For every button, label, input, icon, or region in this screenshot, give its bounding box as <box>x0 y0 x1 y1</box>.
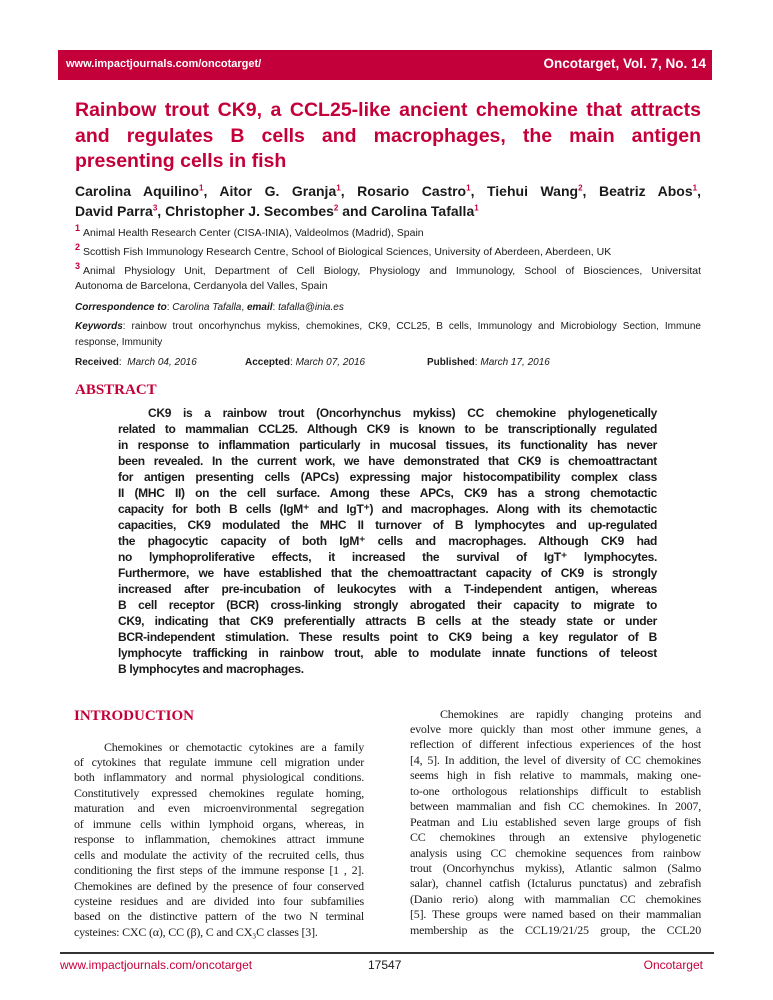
abstract-body <box>118 405 657 677</box>
paragraph-line: conditioning the first steps of the immune response [1 , 2]. <box>74 863 364 878</box>
page-footer <box>60 952 714 976</box>
paragraph-line: (Danio rerio) along with mammalian CC chemokines <box>410 891 701 906</box>
author-affiliation-number: 1 <box>474 203 479 213</box>
abstract-line: increased after pre-incubation of leukocytes with a T-independent antigen, whereas <box>118 581 657 596</box>
author-affiliation-number: 2 <box>333 203 339 213</box>
paragraph-line: Chemokines are defined by the presence of four conserved <box>74 878 364 893</box>
correspondence: Correspondence to: Carolina Tafalla, email: tafalla@inia.es <box>75 301 344 313</box>
author-separator: , <box>157 203 166 219</box>
author-affiliation-number: 1 <box>199 182 204 192</box>
abstract-line: no lymphoproliferative effects, it increased the survival of IgT⁺ lymphocytes. <box>118 549 657 564</box>
introduction-section <box>75 707 701 941</box>
keywords-label: Keywords <box>75 320 123 332</box>
correspondence-label: Correspondence to <box>75 301 167 313</box>
affiliation-2 <box>75 242 701 260</box>
email-label: email <box>246 301 273 313</box>
footer-journal: Oncotarget <box>643 958 703 973</box>
paragraph-line: maturation and even microenvironmental segregation <box>74 801 364 816</box>
paragraph-line: Peatman and Liu established seven large groups of fish <box>410 814 701 829</box>
received-label: Received <box>75 356 119 368</box>
author-affiliation-number: 3 <box>152 203 158 213</box>
paragraph-line: response to inflammation, chemokines attract immune <box>74 832 364 847</box>
page-number: 17547 <box>368 958 402 973</box>
article-page <box>60 98 714 976</box>
author-separator: , <box>470 182 487 199</box>
paragraph-line: Chemokines or chemotactic cytokines are a family <box>104 739 364 754</box>
author-separator: , <box>203 182 220 199</box>
author-separator: , <box>697 182 701 199</box>
affiliation-text-cont: Autonoma de Barcelona, Cerdanyola del Valles, Spain <box>75 279 328 292</box>
introduction-heading: INTRODUCTION <box>74 707 195 724</box>
paragraph-line: Constitutively expressed chemokines regulate homing, <box>74 785 364 800</box>
author-affiliation-number: 1 <box>692 182 698 192</box>
author-name: Tiehui Wang <box>486 182 579 199</box>
paragraph-line: of immune cells within lymphoid organs, whereas, in <box>74 816 364 831</box>
author-name: Rosario Castro <box>357 182 467 199</box>
author-name: Carolina Aquilino <box>75 182 200 199</box>
author-separator: , <box>340 182 358 199</box>
author-name: Aitor G. Granja <box>219 182 337 199</box>
intro-left-column <box>74 740 364 941</box>
keywords: Keywords: rainbow trout oncorhynchus mykiss, chemokines, CK9, CCL25, B cells, Immunology and Microbiology Section, Immune response, Immunity <box>75 319 701 351</box>
author-separator: and <box>338 203 372 219</box>
paragraph-line: analysis using CC chemokine sequences from rainbow <box>410 845 701 860</box>
received-date: March 04, 2016 <box>127 356 197 368</box>
title-line: and regulates B cells and macrophages, the main antigen <box>75 124 701 147</box>
affiliation-text: Animal Physiology Unit, Department of Cell Biology, Physiology and Immunology, School of Biosciences, Universitat <box>83 264 701 277</box>
affiliation-number: 1 <box>75 223 81 233</box>
abstract-heading: ABSTRACT <box>75 381 157 398</box>
paragraph-line: between mammalian and fish CC chemokines. In 2007, <box>410 799 701 814</box>
intro-left-column-wrap <box>74 707 364 941</box>
title-line: presenting cells in fish <box>75 150 287 172</box>
author-name: Christopher J. Secombes <box>165 203 334 219</box>
paragraph-line: reflection of different infectious experiences of the host <box>410 737 701 752</box>
author-affiliation-number: 1 <box>336 182 341 192</box>
abstract-line: capacities, CK9 modulated the MHC II turnover of B lymphocytes and up-regulated <box>118 517 657 532</box>
paragraph-line: of cytokines that regulate immune cell migration under <box>74 754 364 769</box>
abstract-line: B cell receptor (BCR) cross-linking strongly abrogated their capacity to migrate to <box>118 597 657 612</box>
paragraph-line: cysteines: CXC (α), CC (β), C and CX₃C classes [3]. <box>74 924 318 939</box>
abstract-line: the phagocytic capacity of both IgM⁺ cells and macrophages. Although CK9 had <box>118 533 657 548</box>
correspondence-name: Carolina Tafalla <box>172 301 242 313</box>
keywords-text: rainbow trout oncorhynchus mykiss, chemokines, CK9, CCL25, B cells, Immunology and Microbiology Section, Immune <box>131 320 701 332</box>
journal-volume: Oncotarget, Vol. 7, No. 14 <box>543 56 706 71</box>
title-line: Rainbow trout CK9, a CCL25-like ancient chemokine that attracts <box>75 99 701 121</box>
correspondence-email[interactable]: tafalla@inia.es <box>278 301 344 313</box>
author-name: David Parra <box>75 203 153 219</box>
author-affiliation-number: 2 <box>578 182 583 192</box>
abstract-line: capacity for both B cells (IgM⁺ and IgT⁺) and macrophages. Along with its chemotactic <box>118 501 657 516</box>
abstract-line: BCR-independent stimulation. These results point to CK9 being a key regulator of B <box>118 629 657 644</box>
article-title <box>75 98 701 175</box>
affiliation-1 <box>75 223 701 241</box>
abstract-line: in response to inflammation particularly in mucosal tissues, its functionality has never <box>118 437 657 452</box>
paragraph-line: trout (Oncorhynchus mykiss), Atlantic salmon (Salmo <box>410 861 701 876</box>
affiliation-text: Scottish Fish Immunology Research Centre, School of Biological Sciences, University of Aberdeen, Aberdeen, UK <box>83 245 612 258</box>
paragraph-line: salar), channel catfish (Ictalurus punctatus) and zebrafish <box>410 876 701 891</box>
author-name: Carolina Tafalla <box>371 203 475 219</box>
paragraph-line: seems high in fish relative to mammals, making one- <box>410 768 701 783</box>
author-name: Beatriz Abos <box>598 182 693 199</box>
abstract-line: CK9, indicating that CK9 preferentially attracts B cells at the steady state or under <box>118 613 657 628</box>
accepted-label: Accepted <box>245 356 291 368</box>
affiliation-text: Animal Health Research Center (CISA-INIA), Valdeolmos (Madrid), Spain <box>83 226 424 239</box>
paragraph-line: membership as the CCL19/21/25 group, the CCL20 <box>410 922 701 937</box>
affiliation-3 <box>75 261 701 294</box>
abstract-line: II (MHC II) on the cell surface. Among these APCs, CK9 has a strong chemotactic <box>118 485 657 500</box>
affiliation-number: 2 <box>75 242 81 252</box>
abstract-line: B lymphocytes and macrophages. <box>118 661 304 676</box>
paragraph-line: [5]. These groups were named based on their mammalian <box>410 907 701 922</box>
keywords-text-cont: response, Immunity <box>75 336 163 348</box>
abstract-line: related to mammalian CCL25. Although CK9 is known to be transcriptionally regulated <box>118 421 657 436</box>
paragraph-line: Chemokines are rapidly changing proteins and <box>440 706 701 721</box>
footer-url-link[interactable]: www.impactjournals.com/oncotarget <box>60 958 253 973</box>
abstract-line: been revealed. In the current work, we have demonstrated that CK9 is chemoattractant <box>118 453 657 468</box>
published-label: Published <box>427 356 475 368</box>
intro-right-column <box>410 707 701 941</box>
accepted-date: March 07, 2016 <box>295 356 366 368</box>
published-date: March 17, 2016 <box>480 356 550 368</box>
paragraph-line: both inflammatory and normal physiological conditions. <box>74 770 364 785</box>
journal-header-bar <box>58 50 712 80</box>
article-dates: Received: March 04, 2016 Accepted: March 07, 2016 Published: March 17, 2016 <box>75 356 550 368</box>
abstract-line: CK9 is a rainbow trout (Oncorhynchus mykiss) CC chemokine phylogenetically <box>148 405 657 420</box>
abstract-line: Furthermore, we have established that the chemoattractant capacity of CK9 is strongly <box>118 565 657 580</box>
paragraph-line: evolve more quickly than most other immune genes, a <box>410 721 701 736</box>
affiliation-number: 3 <box>75 261 81 271</box>
paragraph-line: CC chemokines through an extensive phylogenetic <box>410 830 701 845</box>
author-separator: , <box>582 182 599 199</box>
author-affiliation-number: 1 <box>466 182 471 192</box>
paragraph-line: cells and modulate the activity of the recruited cells, thus <box>74 847 364 862</box>
paragraph-line: based on the distinctive pattern of the two N terminal <box>74 909 364 924</box>
paragraph-line: to-one orthologous relationships difficult to establish <box>410 783 701 798</box>
paragraph-line: [4, 5]. In addition, the level of diversity of CC chemokines <box>410 752 701 767</box>
author-list <box>75 181 701 222</box>
journal-url-link[interactable]: www.impactjournals.com/oncotarget/ <box>66 58 262 70</box>
abstract-line: lymphocyte trafficking in rainbow trout, able to modulate innate functions of teleost <box>118 645 657 660</box>
paragraph-line: cysteine residues and are divided into four subfamilies <box>74 894 364 909</box>
abstract-line: for antigen presenting cells (APCs) expressing major histocompatibility complex class <box>118 469 657 484</box>
